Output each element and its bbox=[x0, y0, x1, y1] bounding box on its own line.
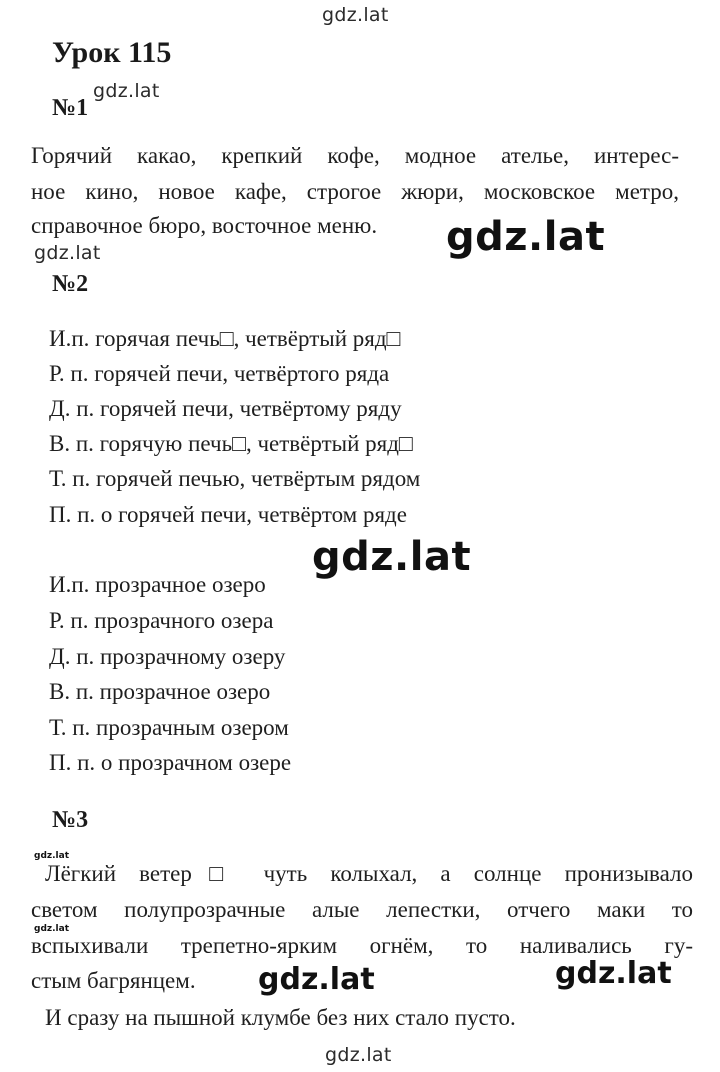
declension2-accusative: В. п. прозрачное озеро bbox=[49, 679, 271, 704]
watermark-top: gdz.lat bbox=[322, 4, 389, 26]
declension2-dative: Д. п. прозрачному озеру bbox=[49, 644, 286, 669]
declension2-prepositional: П. п. о прозрачном озере bbox=[49, 750, 292, 775]
watermark-big-block2: gdz.lat bbox=[312, 534, 472, 580]
declension2-instrumental: Т. п. прозрачным озером bbox=[49, 715, 289, 740]
watermark-left-block1: gdz.lat bbox=[34, 242, 101, 264]
task3-line-1: Лёгкий ветер□ чуть колыхал, а солнце пронизывало bbox=[45, 861, 693, 886]
declension1-prepositional: П. п. о горячей печи, четвёртом ряде bbox=[49, 502, 407, 527]
watermark-tiny-block3-b: gdz.lat bbox=[34, 924, 70, 934]
watermark-bottom: gdz.lat bbox=[325, 1044, 392, 1066]
declension1-instrumental: Т. п. горячей печью, четвёртым рядом bbox=[49, 466, 421, 491]
task3-line-2: светом полупрозрачные алые лепестки, отчего маки то bbox=[31, 897, 693, 922]
task3-line-5: И сразу на пышной клумбе без них стало пусто. bbox=[45, 1005, 516, 1030]
lesson-title: Урок 115 bbox=[52, 36, 172, 69]
task1-line-3: справочное бюро, восточное меню. bbox=[31, 213, 378, 238]
task1-heading: №1 bbox=[52, 95, 89, 121]
declension2-genitive: Р. п. прозрачного озера bbox=[49, 608, 274, 633]
declension1-dative: Д. п. горячей печи, четвёртому ряду bbox=[49, 396, 402, 421]
task2-heading: №2 bbox=[52, 271, 89, 297]
task1-line-1: Горячий какао, крепкий кофе, модное ателье, интерес- bbox=[31, 143, 679, 168]
task3-line-4: стым багрянцем. bbox=[31, 968, 196, 993]
watermark-mid-block3-b: gdz.lat bbox=[555, 956, 672, 991]
declension1-genitive: Р. п. горячей печи, четвёртого ряда bbox=[49, 361, 390, 386]
watermark-big-block1: gdz.lat bbox=[446, 214, 606, 260]
watermark-after-heading1: gdz.lat bbox=[93, 80, 160, 102]
task1-line-2: ное кино, новое кафе, строгое жюри, московское метро, bbox=[31, 179, 679, 204]
declension1-accusative: В. п. горячую печь□, четвёртый ряд□ bbox=[49, 431, 413, 456]
task3-heading: №3 bbox=[52, 807, 89, 833]
watermark-mid-block3-a: gdz.lat bbox=[258, 962, 375, 997]
declension1-nominative: И.п. горячая печь□, четвёртый ряд□ bbox=[49, 326, 401, 351]
watermark-tiny-block3-a: gdz.lat bbox=[34, 851, 70, 861]
declension2-nominative: И.п. прозрачное озеро bbox=[49, 572, 266, 597]
task3-line-3: вспыхивали трепетно-ярким огнём, то наливались гу- bbox=[31, 933, 693, 958]
